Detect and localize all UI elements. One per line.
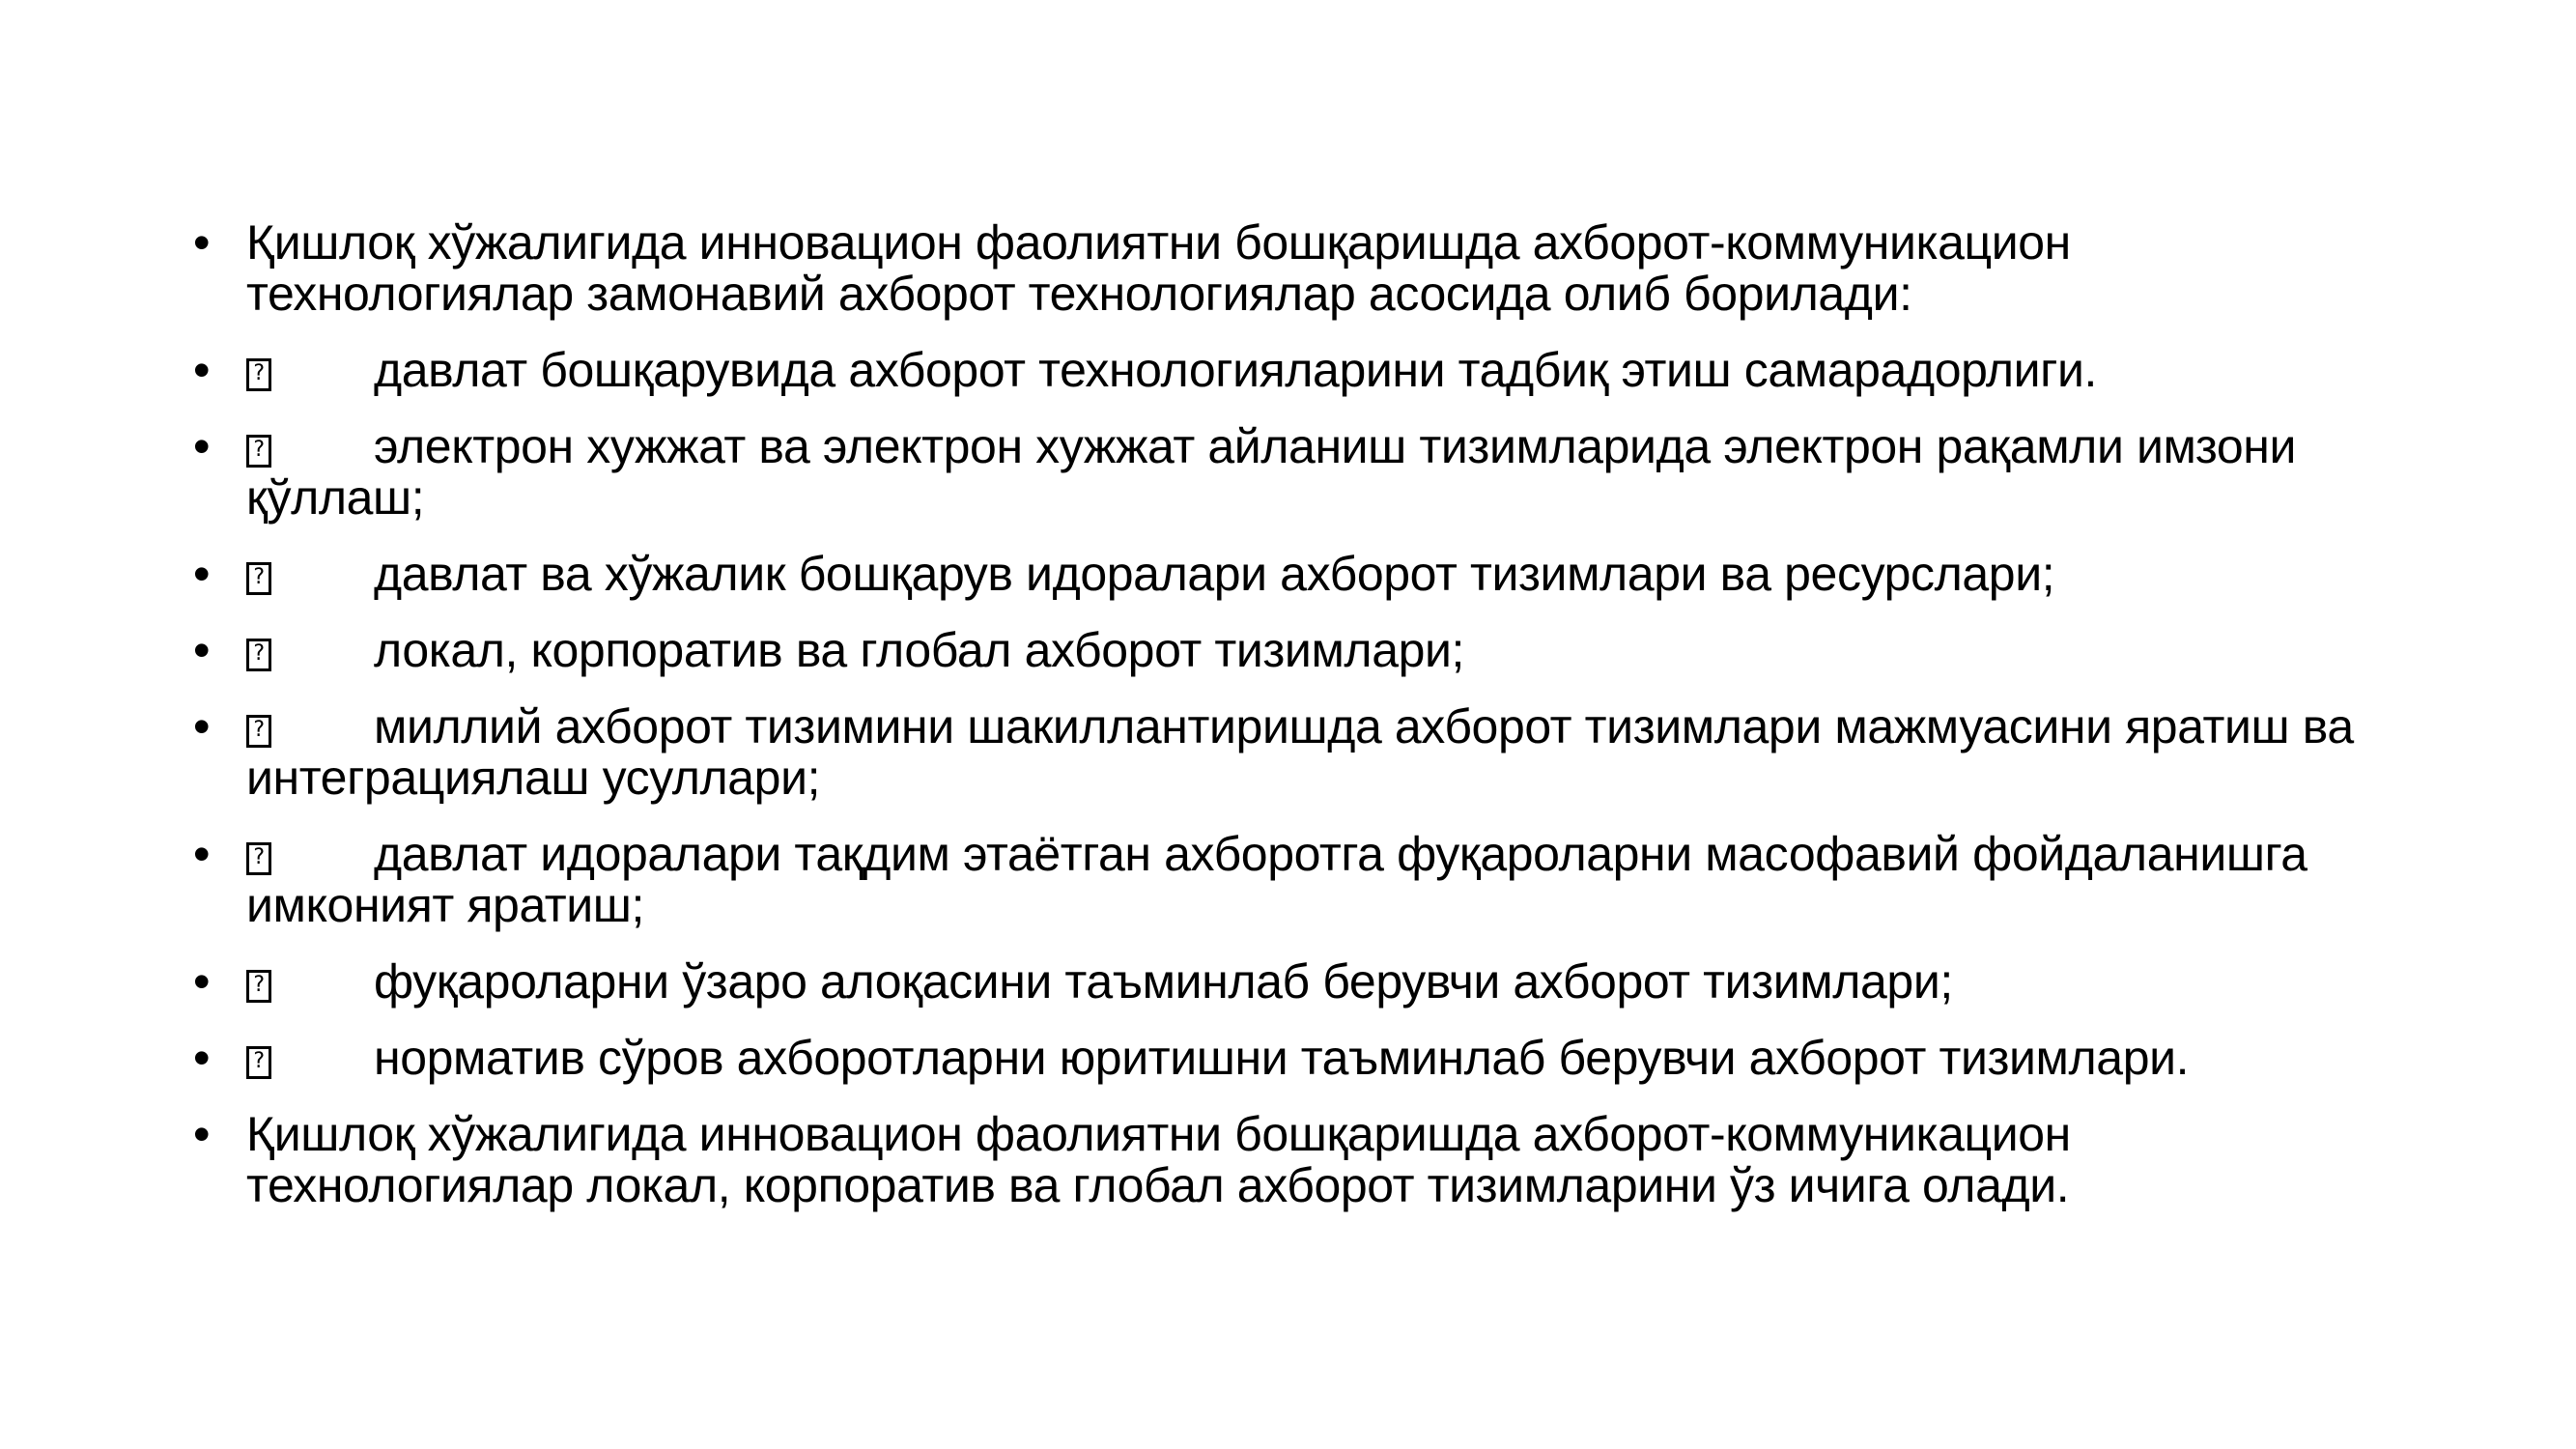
list-item — [185, 956, 2407, 1008]
bullet-dot-icon: • — [193, 1031, 211, 1085]
bullet-dot-icon: • — [193, 1107, 211, 1161]
missing-glyph-icon — [246, 842, 271, 875]
bullet-dot-icon: • — [193, 623, 211, 677]
list-item-text: норматив сўров ахборотларни юритишни таъминлаб берувчи ахборот тизимлари. — [374, 1031, 2190, 1085]
list-item-text: давлат идоралари тақдим этаётган ахборотга фуқароларни масофавий фойдаланишга имконият яратиш; — [246, 827, 2307, 932]
list-item-text: давлат бошқарувида ахборот технологияларини тадбиқ этиш самарадорлиги. — [374, 343, 2097, 397]
missing-glyph-icon — [246, 970, 271, 1003]
list-item-text: фуқароларни ўзаро алоқасини таъминлаб берувчи ахборот тизимлари; — [374, 954, 1953, 1009]
list-item — [185, 345, 2407, 396]
bullet-dot-icon: • — [193, 954, 211, 1009]
missing-glyph-icon — [246, 1046, 271, 1079]
bullet-dot-icon: • — [193, 343, 211, 397]
list-item — [185, 829, 2407, 931]
bullet-dot-icon: • — [193, 547, 211, 601]
bullet-dot-icon: • — [193, 419, 211, 473]
missing-glyph-icon — [246, 435, 271, 468]
list-item — [185, 421, 2407, 524]
list-item — [185, 549, 2407, 600]
bullet-dot-icon: • — [193, 215, 211, 270]
bullet-list — [185, 217, 2407, 1236]
list-item-text: локал, корпоратив ва глобал ахборот тизимлари; — [374, 623, 1465, 677]
missing-glyph-icon — [246, 358, 271, 391]
list-item — [185, 217, 2407, 320]
list-item — [185, 701, 2407, 804]
bullet-dot-icon: • — [193, 827, 211, 881]
list-item-text: давлат ва хўжалик бошқарув идоралари ахборот тизимлари ва ресурслари; — [374, 547, 2055, 601]
list-item-text: миллий ахборот тизимини шакиллантиришда ахборот тизимлари мажмуасини яратиш ва интеграциялаш усуллари; — [246, 699, 2354, 805]
list-item-text: электрон хужжат ва электрон хужжат айланиш тизимларида электрон рақамли имзони қўллаш; — [246, 419, 2297, 525]
missing-glyph-icon — [246, 715, 271, 748]
list-item — [185, 1109, 2407, 1211]
missing-glyph-icon — [246, 639, 271, 671]
bullet-dot-icon: • — [193, 699, 211, 753]
list-item — [185, 1033, 2407, 1084]
missing-glyph-icon — [246, 562, 271, 595]
list-item-text: Қишлоқ хўжалигида инновацион фаолиятни бошқаришда ахборот-коммуникацион технологиялар локал, корпоратив ва глобал ахборот тизимларини ўз ичига олади. — [246, 1107, 2071, 1212]
list-item — [185, 625, 2407, 676]
list-item-text: Қишлоқ хўжалигида инновацион фаолиятни бошқаришда ахборот-коммуникацион технологиялар замонавий ахборот технологиялар асосида олиб борилади: — [246, 215, 2071, 321]
